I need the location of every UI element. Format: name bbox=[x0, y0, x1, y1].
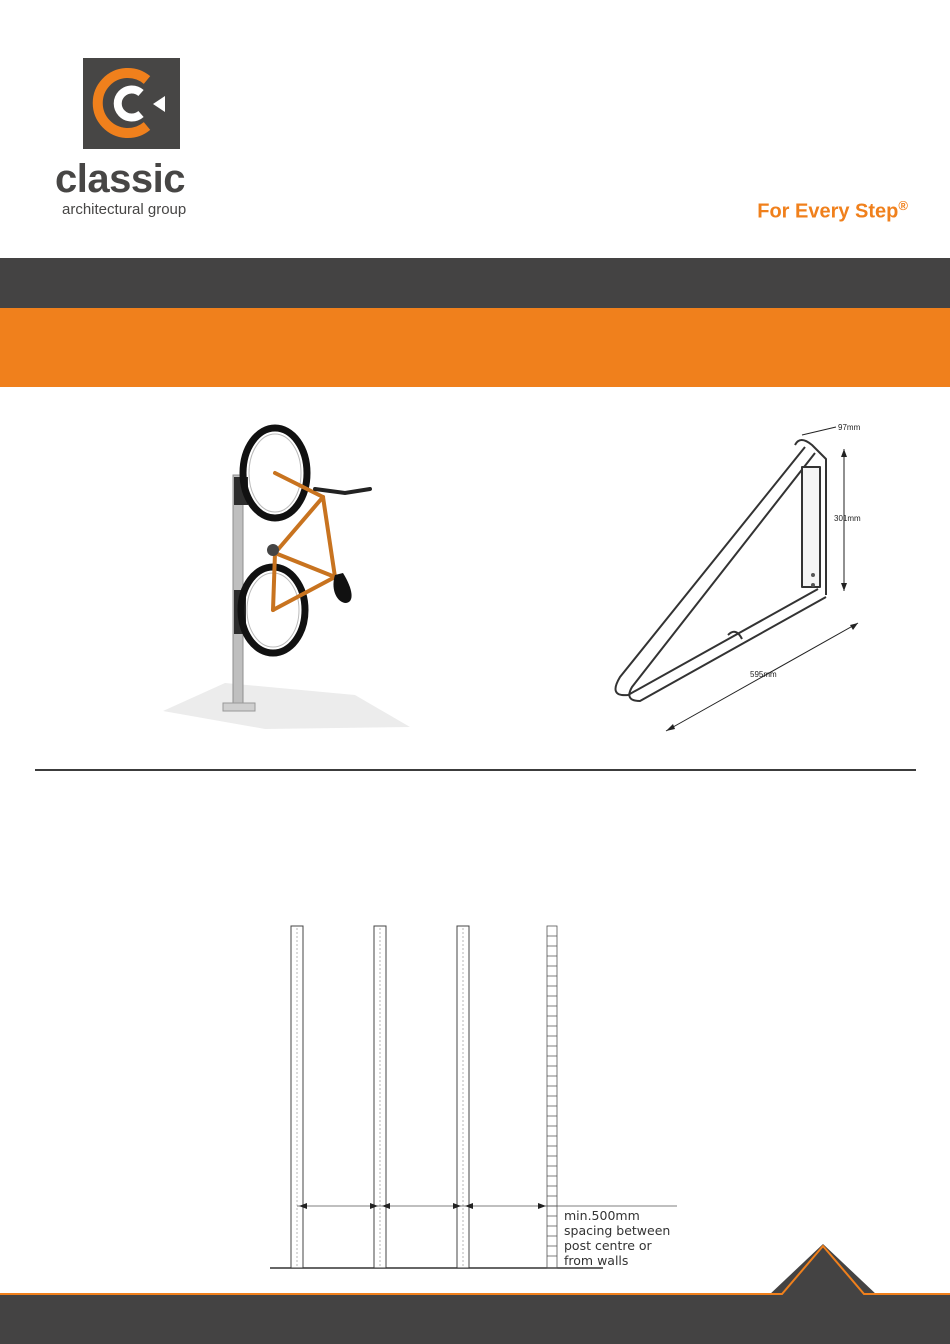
footer-accent-left bbox=[0, 1293, 782, 1295]
bike-on-post-illustration bbox=[155, 405, 415, 735]
rack-dimension-drawing bbox=[580, 405, 880, 745]
footer-accent-right bbox=[864, 1293, 950, 1295]
brand-name: classic bbox=[55, 157, 185, 201]
height-label: 301mm bbox=[834, 514, 861, 523]
depth-label: 97mm bbox=[838, 423, 861, 432]
header-band-orange bbox=[0, 308, 950, 387]
header-band-dark bbox=[0, 258, 950, 308]
triangle-tab-icon bbox=[768, 1242, 878, 1302]
c-arrow-logo-icon bbox=[83, 58, 180, 149]
spacing-note: min.500mm spacing between post centre or from walls bbox=[564, 1208, 671, 1268]
tagline: For Every Step® bbox=[757, 198, 908, 223]
logo-mark bbox=[83, 58, 180, 149]
registered-mark: ® bbox=[898, 198, 908, 213]
section-divider bbox=[35, 769, 916, 771]
length-label: 595mm bbox=[750, 670, 777, 679]
brand-subtitle: architectural group bbox=[62, 201, 187, 218]
